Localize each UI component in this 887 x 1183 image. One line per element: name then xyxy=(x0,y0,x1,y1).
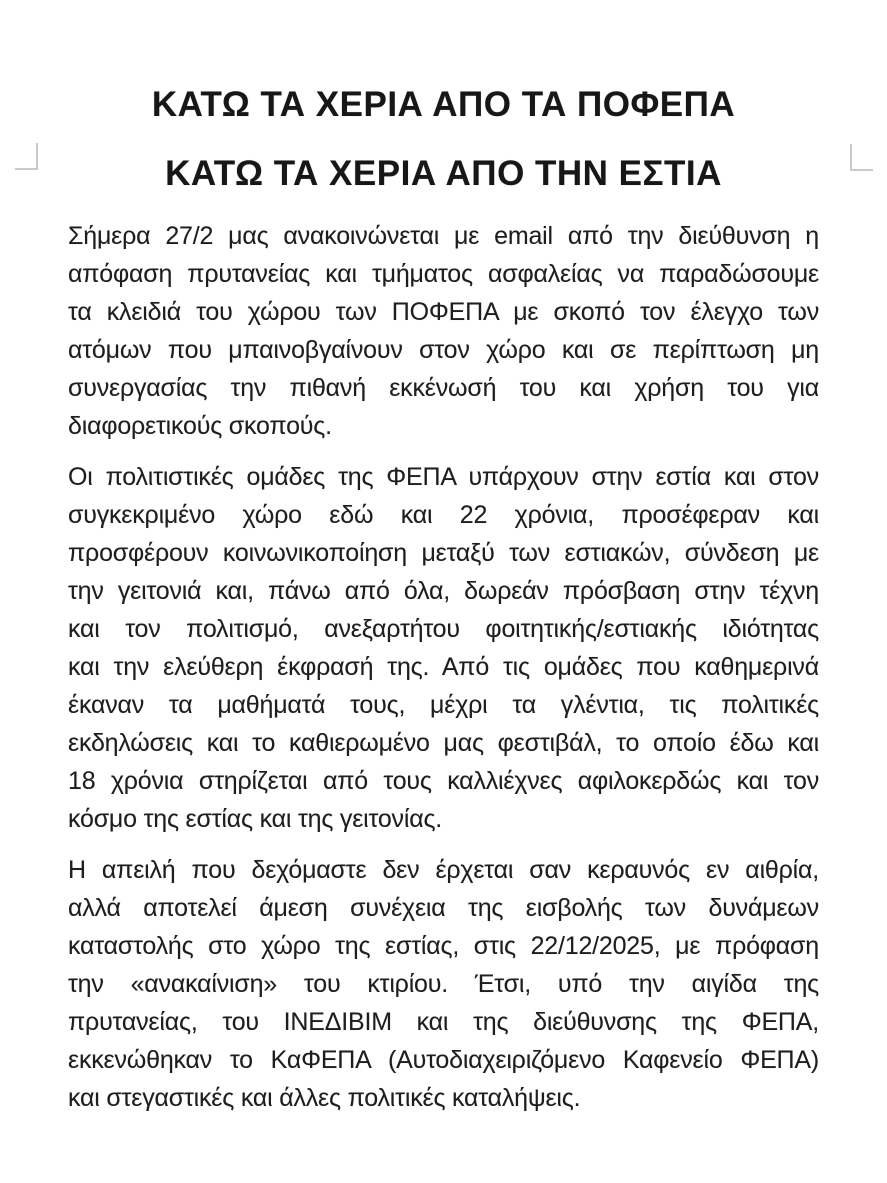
text-line: έκαναν τα μαθήματά τους, μέχρι τα γλέντια, τις πολιτικές xyxy=(68,691,819,719)
text-line: εκκενώθηκαν το ΚαΦΕΠΑ (Αυτοδιαχειριζόμενο Καφενείο ΦΕΠΑ) xyxy=(68,1046,819,1074)
text-line: αλλά αποτελεί άμεση συνέχεια της εισβολής των δυνάμεων xyxy=(68,894,819,922)
text-line: την «ανακαίνιση» του κτιρίου. Έτσι, υπό την αιγίδα της xyxy=(68,970,819,998)
text-line: και την ελεύθερη έκφρασή της. Από τις ομάδες που καθημερινά xyxy=(68,653,819,681)
text-line: κόσμο της εστίας και της γειτονίας. xyxy=(68,805,443,833)
document xyxy=(0,86,887,1117)
text-line: συνεργασίας την πιθανή εκκένωσή του και χρήση του για xyxy=(68,374,819,402)
text-line: καταστολής στο χώρο της εστίας, στις 22/12/2025, με πρόφαση xyxy=(68,932,819,960)
text-line: απόφαση πρυτανείας και τμήματος ασφαλείας να παραδώσουμε xyxy=(68,260,819,288)
text-line: και στεγαστικές και άλλες πολιτικές καταλήψεις. xyxy=(68,1084,581,1112)
paragraph xyxy=(68,217,819,445)
text-line: 18 χρόνια στηρίζεται από τους καλλιέχνες αφιλοκερδώς και τον xyxy=(68,767,819,795)
text-line: και τον πολιτισμό, ανεξαρτήτου φοιτητικής/εστιακής ιδιότητας xyxy=(68,615,819,643)
text-line: πρυτανείας, του ΙΝΕΔΙΒΙΜ και της διεύθυνσης της ΦΕΠΑ, xyxy=(68,1008,819,1036)
corner-mark-top-left xyxy=(15,143,38,170)
paragraph xyxy=(68,851,819,1117)
text-line: την γειτονιά και, πάνω από όλα, δωρεάν πρόσβαση στην τέχνη xyxy=(68,577,819,605)
document-body xyxy=(68,217,819,1117)
text-line: προσφέρουν κοινωνικοποίηση μεταξύ των εστιακών, σύνδεση με xyxy=(68,539,819,567)
document-title-line-2: ΚΑΤΩ ΤΑ ΧΕΡΙΑ ΑΠΟ ΤΗΝ ΕΣΤΙΑ xyxy=(165,153,722,193)
text-line: εκδηλώσεις και το καθιερωμένο μας φεστιβάλ, το οποίο έδω και xyxy=(68,729,819,757)
text-line: Οι πολιτιστικές ομάδες της ΦΕΠΑ υπάρχουν στην εστία και στον xyxy=(68,463,819,491)
text-line: Σήμερα 27/2 μας ανακοινώνεται με email από την διεύθυνση η xyxy=(68,222,819,250)
document-title-line-1: ΚΑΤΩ ΤΑ ΧΕΡΙΑ ΑΠΟ ΤΑ ΠΟΦΕΠΑ xyxy=(151,85,736,124)
text-line: συγκεκριμένο χώρο εδώ και 22 χρόνια, προσέφεραν και xyxy=(68,501,819,529)
text-line: τα κλειδιά του χώρου των ΠΟΦΕΠΑ με σκοπό τον έλεγχο των xyxy=(68,298,819,326)
corner-mark-top-right xyxy=(850,144,873,171)
text-line: ατόμων που μπαινοβγαίνουν στον χώρο και σε περίπτωση μη xyxy=(68,336,819,364)
text-line: διαφορετικούς σκοπούς. xyxy=(68,412,332,440)
scanned-page xyxy=(0,86,887,1183)
paragraph xyxy=(68,458,819,838)
text-line: Η απειλή που δεχόμαστε δεν έρχεται σαν κεραυνός εν αιθρία, xyxy=(68,856,819,884)
